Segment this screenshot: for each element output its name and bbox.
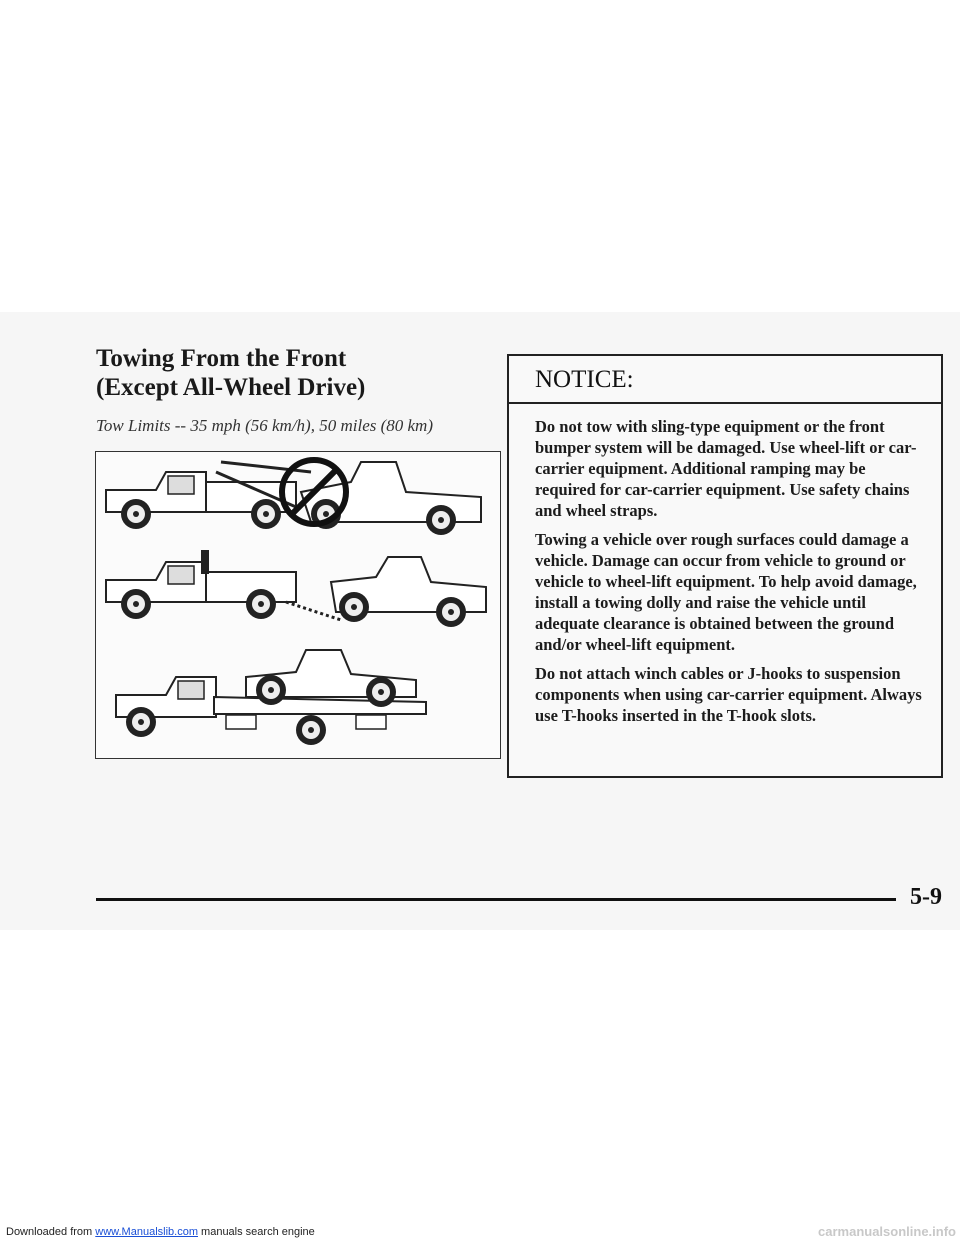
download-footer (6, 1226, 315, 1238)
manualslib-link[interactable]: www.Manualslib.com (95, 1226, 198, 1238)
footer-prefix: Downloaded from (6, 1226, 96, 1238)
wheel-lift-towed-truck (331, 557, 486, 627)
notice-paragraph-2: Towing a vehicle over rough surfaces could damage a vehicle. Damage can occur from vehicle to ground or vehicle to wheel-lift equipment. To help avoid damage, install a towing dolly and raise the vehicle until adequate clearance is obtained between the ground and/or wheel-lift equipment. (535, 530, 917, 654)
towing-illustration (95, 451, 501, 759)
notice-paragraph-3: Do not attach winch cables or J-hooks to suspension components when using car-carrier equipment. Always use T-hooks inserted in the T-hook slots. (535, 664, 922, 725)
section-title-line-1: Towing From the Front (96, 345, 347, 372)
section-title-line-2: (Except All-Wheel Drive) (96, 374, 366, 401)
watermark: carmanualsonline.info (818, 1224, 956, 1239)
wheel-lift-truck (106, 550, 341, 620)
notice-paragraph-1: Do not tow with sling-type equipment or the front bumper system will be damaged. Use wheel-lift or car-carrier equipment. Additional ramping may be required for car-carrier equipment. Use safety chains and wheel straps. (535, 417, 917, 520)
notice-box (507, 354, 943, 778)
footer-rule (96, 898, 896, 901)
notice-body (509, 404, 941, 726)
notice-title: NOTICE: (509, 356, 941, 404)
footer-suffix: manuals search engine (197, 1226, 315, 1238)
tow-limits: Tow Limits -- 35 mph (56 km/h), 50 miles (80 km) (96, 416, 433, 435)
page-number: 5-9 (910, 884, 942, 910)
section-title (96, 344, 365, 402)
car-carrier-loaded-truck (246, 650, 416, 707)
towing-diagram (96, 452, 499, 757)
